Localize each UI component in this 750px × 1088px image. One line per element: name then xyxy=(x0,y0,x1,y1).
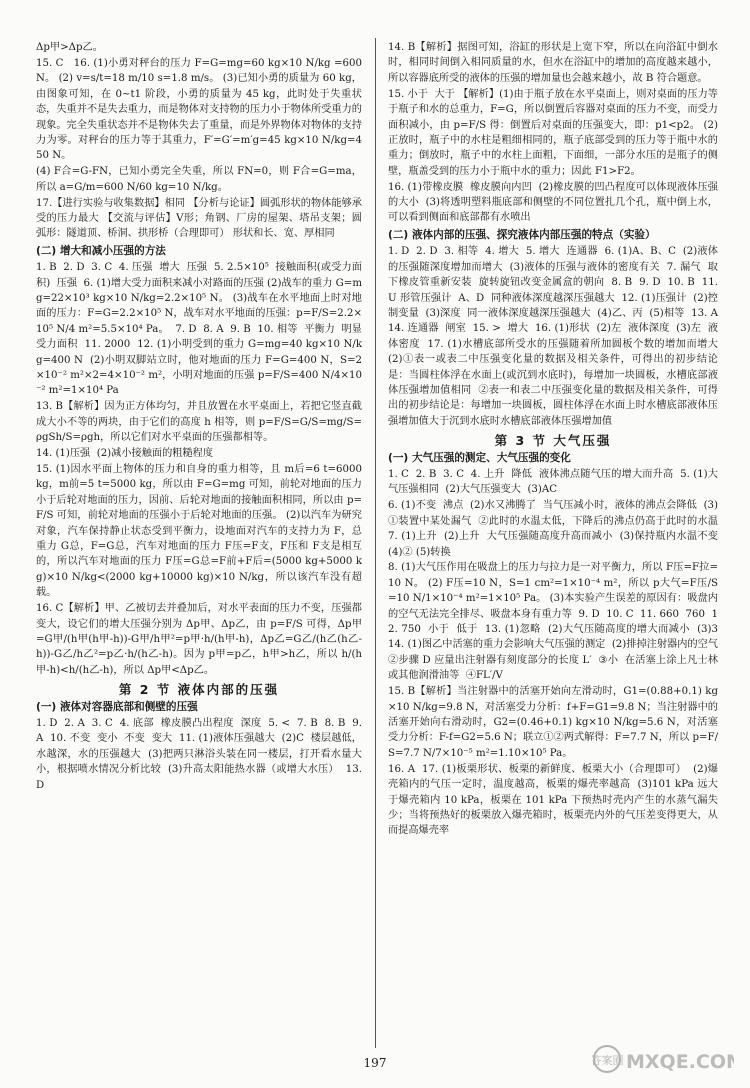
watermark-logo xyxy=(592,1040,734,1080)
answer-paragraph: 16. C【解析】甲、乙被切去并叠加后，对水平表面的压力不变，压强都变大，设它们的增大压强分别为 Δp甲、Δp乙，由 p=F/S 可得，Δp甲=G甲/(h甲(h甲-h))-G甲/h甲²=p甲·h/(h甲-h)，Δp乙=G乙/(h乙(h乙-h))-G乙/h乙²=p乙·h/(h乙-h)。因为 p甲=p乙，h甲>h乙，所以 h/(h甲-h)<h/(h乙-h)，所以 Δp甲<Δp乙。 xyxy=(36,603,362,676)
subsection-heading: (一) 大气压强的测定、大气压强的变化 xyxy=(388,451,571,464)
answer-paragraph: 17.【进行实验与收集数据】相同 【分析与论证】圆弧形状的物体能够承受的压力最大 【交流与评估】V形；角钢、厂房的屋架、塔吊支架；圆弧形：隧道顶、桥洞、拱形桥（合理即可） 形状和长、宽、厚相同 xyxy=(36,197,362,240)
answer-paragraph: 16. (1)带橡皮膜 橡皮膜向内凹 (2)橡皮膜的凹凸程度可以体现液体压强的大小 (3)将透明塑料瓶底部和侧壁的不同位置扎几个孔，瓶中倒上水，可以看到侧面和底部都有水喷出 xyxy=(388,181,718,224)
answer-paragraph: 13. B【解析】因为正方体均匀，并且放置在水平桌面上，若把它竖直截成大小不等的两块，由于它们的高度 h 相等，则 p=F/S=G/S=mg/S=ρgSh/S=ρgh，所以它们对水平桌面的压强都相等。 xyxy=(36,401,362,444)
answer-paragraph: 15. 小于 大于 【解析】(1)由于瓶子放在水平桌面上，则对桌面的压力等于瓶子和水的总重力，F=G，所以倒置后容器对桌面的压力不变，而受力面积减小，由 p=F/S 得：倒置后对桌面的压强变大，即：p1<p2。 (2)正放时，瓶子中的水柱是粗细相同的，瓶子底部受到的压力等于瓶中水的重力；倒放时，瓶子中的水柱上面粗，下面细，一部分水压的是瓶子的侧壁，瓶盖受到的压力小于瓶中水的重力；因此 F1>F2。 xyxy=(388,88,718,177)
answer-paragraph: 15. (1)因水平面上物体的压力和自身的重力相等，且 m后=6 t=6000 kg，m前=5 t=5000 kg，所以由 F=G=mg 可知，前轮对地面的压力小于后轮对地面的压力，因前、后轮对地面的接触面积相同，所以由 p=F/S 可知，前轮对地面的压强小于后轮对地面的压强。 (2)以汽车为研究对象，汽车保持静止状态受到平衡力，设地面对汽车的支持力为 F，总重力 G总，F=G总，汽车对地面的压力 F压=F支，F压和 F支是相互的，所以汽车对地面的压力 F压=G总=F前+F后=(5000 kg+5000 kg)×10 N/kg<(2000 kg+10000 kg)×10 N/kg，所以该汽车没有超载。 xyxy=(36,463,366,599)
answer-paragraph: 15. B【解析】当注射器中的活塞开始向左滑动时，G1=(0.88+0.1) kg×10 N/kg=9.8 N，对活塞受力分析：f+F=G1=9.8 N；当注射器中的活塞开始向右滑动时，G2=(0.46+0.1) kg×10 N/kg=5.6 N，对活塞受力分析：F-f=G2=5.6 N；联立①②两式解得：F=7.7 N，所以 p=F/S=7.7 N/7×10⁻⁵ m²=1.10×10⁵ Pa。 xyxy=(388,686,718,759)
subsection-heading: (二) 液体内部的压强、探究液体内部压强的特点（实验） xyxy=(388,228,656,241)
left-column xyxy=(36,40,369,794)
answer-paragraph: 1. C 2. B 3. C 4. 上升 降低 液体沸点随气压的增大而升高 5. (1)大气压强相同 (2)大气压强变大 (3)AC xyxy=(388,468,718,496)
answer-paragraph: 16. A 17. (1)板栗形状、板栗的新鲜度、板栗大小（合理即可） (2)爆壳箱内的气压一定时，温度越高，板栗的爆壳率越高 (3)101 kPa 远大于爆壳箱内 10 kPa，板栗在 101 kPa 下预热时壳内产生的水蒸气漏失少；当将预热好的板栗放入爆壳箱时，板栗壳内外的气压差变得更大，从而提高爆壳率 xyxy=(388,763,718,837)
svg-text:答案圈: 答案圈 xyxy=(592,1054,624,1067)
answer-paragraph: 1. B 2. D 3. C 4. 压强 增大 压强 5. 2.5×10⁵ 接触面积(或受力面积) 压强 6. (1)增大受力面积来减小对路面的压强 (2)战车的重力 G=mg=22×10³ kg×10 N/kg=2.2×10⁵ N。 (3)战车在水平地面上时对地面的压力：F=G=2.2×10⁵ N，战车对水平地面的压强：p=F/S=2.2×10⁵ N/4 m²=5.5×10⁴ Pa。 7. D 8. A 9. B 10. 相等 平衡力 明显 受力面积 11. 2000 12. (1)小明受到的重力 G=mg=40 kg×10 N/kg=400 N (2)小明双脚站立时，他对地面的压力 F=G=400 N，S=2×10⁻² m²×2=4×10⁻² m²，小明对地面的压强 p=F/S=400 N/4×10⁻² m²=1×10⁴ Pa xyxy=(36,262,369,397)
answer-paragraph: 8. (1)大气压作用在吸盘上的压力与拉力是一对平衡力，所以 F压=F拉=10 N。 (2) F压=10 N，S=1 cm²=1×10⁻⁴ m²，所以 p大气=F压/S=10 N/1×10⁻⁴ m²=1×10⁵ Pa。 (3)本实验产生误差的原因有：吸盘内的空气无法完全排尽、吸盘本身有重力等 9. D 10. C 11. 660 760 12. 750 小于 低于 13. (1)忽略 (2)大气压随高度的增大而减小 (3)3 14. (1)图乙中活塞的重力会影响大气压强的测定 (2)排掉注射器内的空气 ②步骤 D 应量出注射器有刻度部分的长度 L′ ③小 在活塞上涂上凡士林或其他润滑油等 ④FL′/V xyxy=(388,562,725,682)
subsection-heading: (二) 增大和减小压强的方法 xyxy=(36,244,166,257)
answer-paragraph: 14. B【解析】据图可知，浴缸的形状是上宽下窄，所以在向浴缸中倒水时，相同时间倒入相同质量的水，但水在浴缸中的增加的高度越来越小，所以容器底所受的液体的压强的增加量也会越来越小，故 B 符合题意。 xyxy=(388,42,718,84)
column-divider xyxy=(375,38,376,1048)
right-column xyxy=(388,40,725,839)
subsection-heading: (一) 液体对容器底部和侧壁的压强 xyxy=(36,700,198,713)
svg-text:MXQE.COM: MXQE.COM xyxy=(626,1051,734,1073)
answer-paragraph: 14. (1)压强 (2)减小接触面的粗糙程度 xyxy=(36,448,214,460)
answer-paragraph: Δp甲>Δp乙。 xyxy=(36,42,103,53)
answer-paragraph: 6. (1)不变 沸点 (2)水又沸腾了 当气压减小时，液体的沸点会降低 (3)①装置中某处漏气 ②此时的水温太低，下降后的沸点仍高于此时的水温 7. (1)上升 (2)上升 大气压强随高度升高而减小 (3)保持瓶内水温不变 (4)② (5)转换 xyxy=(388,500,725,558)
answer-paragraph: 15. C 16. (1)小勇对秤台的压力 F=G=mg=60 kg×10 N/kg =600 N。 (2) v=s/t=18 m/10 s=1.8 m/s。 (3)已知小勇的质量为 60 kg，由图象可知，在 0~t1 阶段，小勇的质量为 45 kg，此时处于失重状态，失重并不是失去重力，而是物体对支持物的压力小于物体所受重力的现象。完全失重状态并不是物体失去了重量，而是外界物体对物体的支持力为零。对秤台的压力等于其重力，F′=G′=m′g=45 kg×10 N/kg=450 N。 xyxy=(36,57,366,162)
answer-paragraph: 1. D 2. A 3. C 4. 底部 橡皮膜凸出程度 深度 5. < 7. B 8. B 9. A 10. 不变 变小 不变 变大 11. (1)液体压强越大 (2)C 楼层越低，水越深，水的压强越大 (3)把两只淋浴头装在同一楼层，打开看水量大小，根据喷水情况分析比较 (3)升高太阳能热水器（或增大水压） 13. D xyxy=(36,717,366,791)
section-title: 第 2 节 液体内部的压强 xyxy=(118,682,280,698)
answer-paragraph: (4) F合=G-FN，已知小勇完全失重，所以 FN=0，则 F合=G=ma，所以 a=G/m=600 N/60 kg=10 N/kg。 xyxy=(36,166,362,193)
section-title: 第 3 节 大气压强 xyxy=(494,433,612,449)
page-number: 197 xyxy=(363,1056,387,1070)
answer-paragraph: 1. D 2. D 3. 相等 4. 增大 5. 增大 连通器 6. (1)A、B、C (2)液体的压强随深度增加而增大 (3)液体的压强与液体的密度有关 7. 漏气 取下橡皮管重新安装 旋转旋钮改变金属盒的朝向 8. B 9. D 10. B 11. U 形管压强计 A、D 同种液体深度越深压强越大 12. (1)压强计 (2)控制变量 (3)深度 同一液体深度越深压强越大 (4)乙、丙 (5)相等 13. A 14. 连通器 闸室 15. > 增大 16. (1)形状 (2)左 液体深度 (3)左 液体密度 17. (1)水槽底部所受水的压强随着所加圆板个数的增加而增大 (2)①表一或表二中压强变化量的数据及相关条件，可得出的初步结论是：当圆柱体浮在水面上(或沉到水底时)，每增加一块圆板，水槽底部液体压强增加值相同 ②表一和表二中压强变化量的数据及相关条件，可得出的初步结论是：每增加一块圆板，圆柱体浮在水面上时水槽底部液体压强增加值大于沉到水底时水槽底部液体压强增加值 xyxy=(388,246,725,427)
